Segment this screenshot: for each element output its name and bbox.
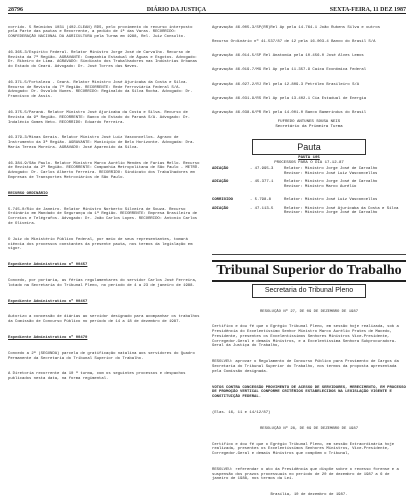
pauta-row-text: Relator: Ministro Jorge José de Carvalho Revisor: Ministro Marco Aurélio <box>284 180 378 190</box>
case-paragraph: 46.371-5/Fortaleza - Ceará. Relator Ministro José Ajuricaba da Costa e Silva. Recurso de Revista da 7ª Região. RECORRENTE: Rede Ferroviária Federal S/A. Advogado: Dr. Osvaldo Nunes. RECORRIDO: Reginaldo da Silva Rocha. Advogado: Dr. Francisco de Assis. <box>8 80 195 100</box>
secretaria-heading: Secretaria do Tribunal Pleno <box>252 284 366 298</box>
resolution-heading: RESOLUÇÃO Nº 27, DE 09 DE DEZEMBRO DE 1987 <box>259 309 359 314</box>
resolution-paragraph: RESOLVEU: aprovar o Regulamento de Concurso Público para Provimento de Cargos da Secretaria do Tribunal Superior do Trabalho, nos termos da proposta apresentada pela Comissão designada. <box>212 360 402 374</box>
pauta-row-number: - 47.995-3 <box>250 167 274 171</box>
right-top-list <box>212 16 406 116</box>
expediente-heading: Expediente Administrativo nº 00467 <box>8 299 88 304</box>
section-heading: RECURSO ORDINÁRIO <box>8 191 48 196</box>
tribunal-title: Tribunal Superior do Trabalho <box>212 260 406 282</box>
section-divider <box>212 254 406 255</box>
list-item: Agravação 46.005-3/SP(RR)Rel Ap pela 14.764-1 João Rubens Silva e outros <box>212 25 381 30</box>
pauta-date: PROCESSOS PARA O DIA 17-12-87 <box>274 161 344 165</box>
page-header <box>8 3 406 13</box>
secretary-name: FUFREDO ANTUNES SOUSA NEIS <box>277 120 341 124</box>
resolution-paragraph: Certifico e dou fé que o Egrégio Tribunal Pleno, em sessão Extraordinária hoje realizada, presentes os Excelentíssimos Senhores Ministros, Vice-Presidente, Corregedor-Geral e demais Ministros que compõem o Tribunal, <box>212 442 397 457</box>
pauta-row-number: - 47.113-5 <box>250 206 274 211</box>
pauta-row <box>212 198 406 203</box>
expediente-heading: Expediente Administrativo nº 00457 <box>8 263 88 268</box>
resolution-heading: RESOLUÇÃO Nº 28, DE 09 DE DEZEMBRO DE 1987 <box>259 426 359 431</box>
notice-paragraph: O Juiz do Ministério Público Federal, por meio de seus representantes, tomará ciência dos processos constantes da presente pauta, nos termos da legislação em vigor. <box>8 237 195 252</box>
pauta-row-text: Relator: Ministro José Luiz Vasconcellos <box>284 197 378 202</box>
pauta-row-label: ADIAÇÃO <box>212 180 229 185</box>
case-paragraph: 46.379-3/Minas Gerais. Relator Ministro José Luiz Vasconcellos. Agravo de Instrumento da 3ª Região. AGRAVANTE: Município de Belo Horizonte. Advogada: Dra. Maria Tereza Moreira. AGRAVADO: José Aparecido da Silva. <box>8 136 198 150</box>
case-paragraph: 46.375-5/Paraná. Relator Ministro José Ajuricaba da Costa e Silva. Recurso de Revista da 9ª Região. RECORRENTE: Banco do Estado do Paraná S/A. Advogado: Dr. Indalécio Gomes Neto. RECORRIDO: Eduardo Ferreira. <box>8 111 193 125</box>
case-paragraph: 46.384-9/São Paulo. Relator Ministro Marco Aurélio Mendes de Farias Mello. Recurso de Revista da 2ª Região. RECORRENTE: Companhia Metropolitana de São Paulo - METRÔ. Advogado: Dr. Carlos Alberto Ferreira. RECORRIDO: Sindicato dos Trabalhadores em Empresas de Transportes Metroviários de São Paulo. <box>8 161 202 180</box>
pauta-row-text: Relator: Ministro Jorge José de Carvalho Revisor: Ministro José Luiz Vasconcellos <box>284 167 378 176</box>
pauta-number: PAUTA 105 <box>298 156 320 160</box>
resolution-note: (Elas. 16, 11 e 14/12/87) <box>212 410 271 415</box>
publication-date: SEXTA-FEIRA, 11 DEZ 1987 <box>329 7 406 13</box>
case-paragraph: 5.745-0/Rio de Janeiro. Relator Ministro Norberto Silveira de Souza. Recurso Ordinário em Mandado de Segurança da 1ª Região. RECORRENTE: Empresa Brasileira de Correios e Telégrafos. Advogado: Dr. João Carlos Lopes. RECORRIDO: Antonio Carlos de Oliveira. <box>8 207 200 226</box>
pauta-row-text: Relator: Ministro José Ajuricaba da Costa e Silva Revisor: Ministro Jorge José de Carvalho <box>284 206 399 216</box>
left-column <box>8 16 204 496</box>
pauta-info <box>212 156 406 166</box>
resolution-paragraph: Certifico e dou fé que o Egrégio Tribunal Pleno, em sessão hoje realizada, sob a Presidência do Excelentíssimo Senhor Ministro Marco Aurélio Prates de Macedo, Presidente, presentes os Excelentíssimos Senhores Ministros Vice-Presidente, Corregedor-Geral e demais Ministros, e a Excelentíssima Senhora Subprocuradora-Geral da Justiça do Trabalho, <box>212 325 402 349</box>
case-paragraph: corrido. 5 Reúnidos 1031 (402-CLEAN) RDS, pelo provimento do recurso interposto pela Parte das pautas e Recorrente, a pedido de 1ª das Varas. RECORRIDO: CONFEDERAÇÃO NACIONAL DA AGRICULTURA pela Turma em 1988, Rel. Juiz Consulto. <box>8 25 195 39</box>
header-rule <box>8 13 406 14</box>
pauta-row-number: - 5.798-8 <box>250 197 272 202</box>
pauta-row-label: ADIAÇÃO <box>212 206 229 211</box>
page-number: 28796 <box>8 7 23 13</box>
list-item: Agravação 46.031-9/RS Rel Ap pela 13.402-1 Cia Estadual de Energia <box>212 96 367 101</box>
pauta-row-label: CORRIGIDO <box>212 197 234 202</box>
expediente-paragraph: Concedo a 2ª (SEGUNDA) parcela de gratificação natalina aos servidores do Quadro Permanente da Secretaria do Tribunal Superior do Trabalho. <box>8 351 198 361</box>
pauta-row-number: - 45.377-1 <box>250 180 274 185</box>
expediente-paragraph: Concedo, por portaria, as férias regulamentares do servidor Carlos José Ferreira, lotado na Secretaria do Tribunal Pleno, no período de 4 a 23 de janeiro de 1988. <box>8 278 200 288</box>
list-item: Agravação 46.038-6/PR Rel pela 14.001-0 Banco Bamerindus do Brasil <box>212 111 367 115</box>
pauta-row <box>212 167 406 176</box>
resolution-paragraph: RESOLVEU: referendar o ato da Presidência que dispõe sobre o recesso forense e a suspensão dos prazos processuais no período de 20 de dezembro de 1987 a 6 de janeiro de 1988, nos termos da Lei. <box>212 467 402 482</box>
closing-paragraph: A Diretoria recorrente da 10 ª turma, com os seguintes processos e despachos publicados nesta data, na forma regimental. <box>8 372 188 382</box>
pauta-row-label: ADIAÇÃO <box>212 167 229 171</box>
pauta-row <box>212 180 406 189</box>
list-item: Agravação 46.019-7/MG Rel Ap pela 11.357-9 Caixa Econômica Federal <box>212 68 367 73</box>
secretary-role: Secretário da Primeira Turma <box>275 125 343 129</box>
expediente-heading: Expediente Administrativo nº 00470 <box>8 335 88 340</box>
list-item: Recurso Ordinário nº 41.537/87 de 12 pela 16.003-4 Banco do Brasil S/A <box>212 39 376 44</box>
list-item: Agravação 46.014-5/SP Rel Anatomia pela 10.456-0 José Alves Lemos <box>212 54 364 58</box>
list-item: Agravação 46.027-2/RJ Rel pela 12.809-3 Petróleo Brasileiro S/A <box>212 82 360 87</box>
expediente-paragraph: Autorizo a concessão de diárias ao servidor designado para acompanhar os trabalhos da Comissão de Concurso Público no período de 14 a 18 de dezembro de 1987. <box>8 315 202 325</box>
secretary-signature <box>212 120 406 130</box>
pauta-heading-box: Pauta <box>252 139 366 155</box>
pauta-list <box>212 167 406 216</box>
resolution-caps: VOTOS CONTRA CONCESSÃO PROVIMENTO DE ACESSO DE SERVIDORES, MERECIMENTO, EM PROCESSO DE PROMOÇÃO VERTICAL CONFORME CRITÉRIOS ESTABELECIDOS NA LEGISLAÇÃO VIGENTE E CONSTITUIÇÃO FEDERAL. <box>212 385 406 400</box>
right-bottom-column <box>212 300 406 496</box>
resolution-date: Brasília, 10 de dezembro de 1987. <box>270 493 348 496</box>
case-paragraph: 46.365-3/Espírito Federal. Relator Ministro Jorge José de Carvalho. Recurso de Revista da 7ª Região. AGRAVANTE: Companhia Estadual de Águas e Esgotos. Advogado: Dr. Ribeiro de Lima. AGRAVADO: Sindicato dos Trabalhadores nas Indústrias Urbanas do Estado do Ceará. Advogado: Dr. José Torres das Neves. <box>8 50 200 70</box>
pauta-row <box>212 207 406 216</box>
publication-title: DIÁRIO DA JUSTIÇA <box>146 7 207 13</box>
